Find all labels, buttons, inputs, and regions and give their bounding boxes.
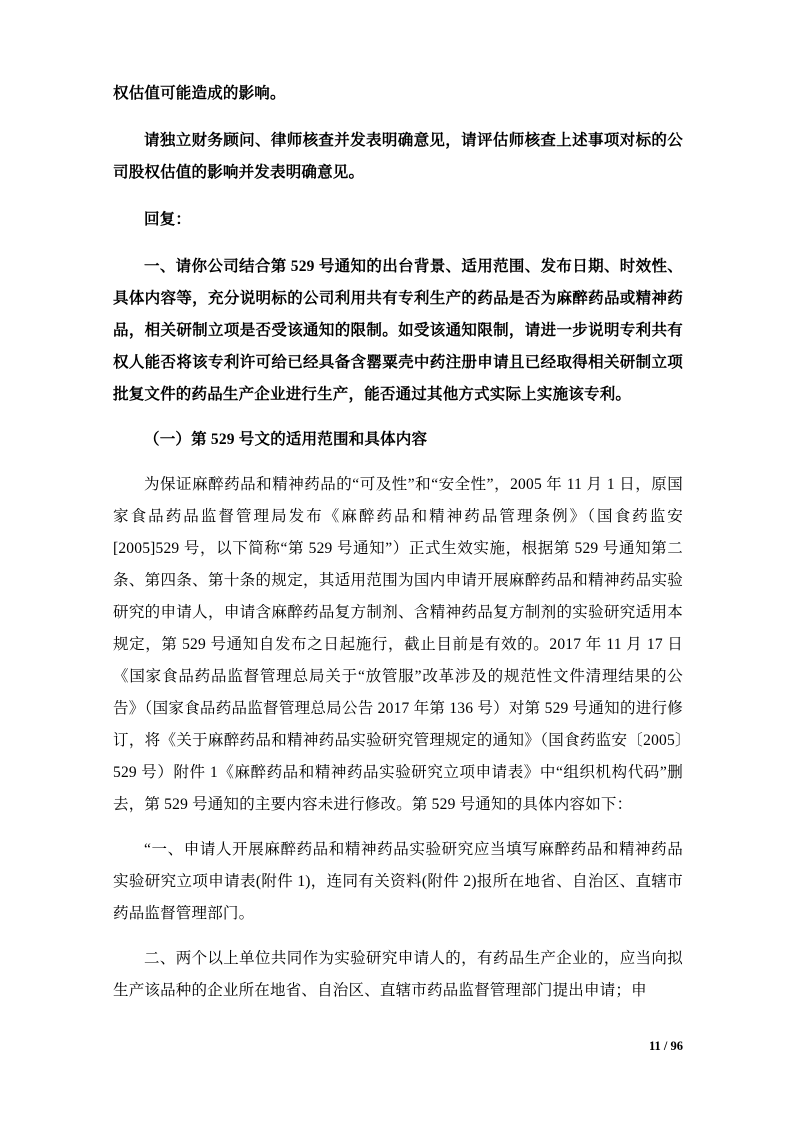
paragraph-valuation-impact: 权估值可能造成的影响。 (113, 85, 286, 102)
paragraph-background-529: 为保证麻醉药品和精神药品的“可及性”和“安全性”，2005 年 11 月 1 日，原国家食品药品监督管理局发布《麻醉药品和精神药品管理条例》（国食药监安[2005]529 号，以下简称“第 529 号通知”）正式生效实施，根据第 529 号通知第二条、第四条、第十条的规定，其适用范围为国内申请开展麻醉药品和精神药品实验研究的申请人，申请含麻醉药品复方制剂、含精神药品复方制剂的实验研究适用本规定，第 529 号通知自发布之日起施行，截止目前是有效的。2017 年 11 月 17 日《国家食品药品监督管理总局关于“放管服”改革涉及的规范性文件清理结果的公告》（国家食品药品监督管理总局公告 2017 年第 136 号）对第 529 号通知的进行修订，将《关于麻醉药品和精神药品实验研究管理规定的通知》（国食药监安〔2005〕529 号）附件 1《麻醉药品和精神药品实验研究立项申请表》中“组织机构代码”删去，第 529 号通知的主要内容未进行修改。第 529 号通知的具体内容如下： (113, 476, 683, 813)
page-number: 11 / 96 (648, 1039, 683, 1053)
paragraph-section-one-heading: （一）第 529 号文的适用范围和具体内容 (144, 431, 428, 448)
paragraph-clause-two: 二、两个以上单位共同作为实验研究申请人的，有药品生产企业的，应当向拟生产该品种的企业所在地省、自治区、直辖市药品监督管理部门提出申请；申 (113, 950, 683, 999)
paragraph-clause-one: “一、申请人开展麻醉药品和精神药品实验研究应当填写麻醉药品和精神药品实验研究立项申请表(附件 1)，连同有关资料(附件 2)报所在地省、自治区、直辖市药品监督管理部门。 (113, 841, 683, 922)
document-body (113, 78, 683, 1007)
paragraph-question-one: 一、请你公司结合第 529 号通知的出台背景、适用范围、发布日期、时效性、具体内容等，充分说明标的公司利用共有专利生产的药品是否为麻醉药品或精神药品，相关研制立项是否受该通知的限制。如受该通知限制，请进一步说明专利共有权人能否将该专利许可给已经具备含罂粟壳中药注册申请且已经取得相关研制立项批复文件的药品生产企业进行生产，能否通过其他方式实际上实施该专利。 (113, 258, 683, 403)
paragraph-request-opinion: 请独立财务顾问、律师核查并发表明确意见，请评估师核查上述事项对标的公司股权估值的影响并发表明确意见。 (113, 132, 683, 181)
paragraph-reply-heading: 回复： (144, 211, 192, 228)
